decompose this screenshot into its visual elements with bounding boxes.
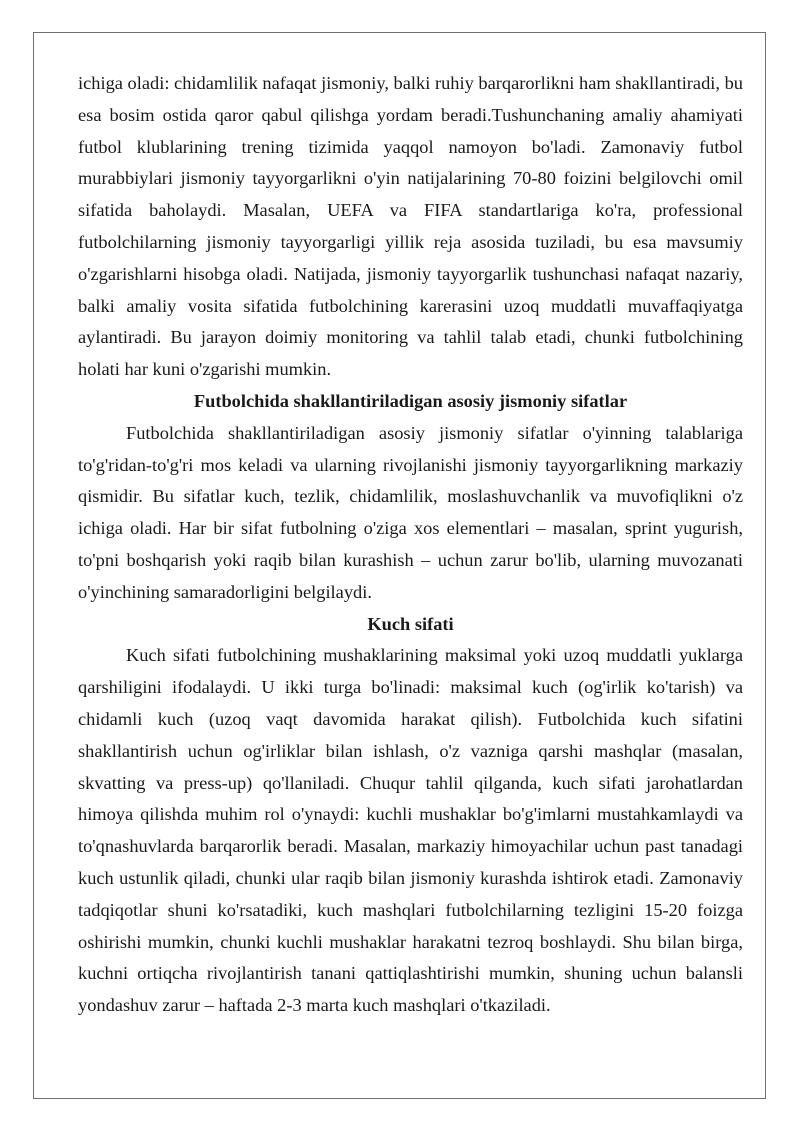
section-heading-physical-qualities: Futbolchida shakllantiriladigan asosiy jismoniy sifatlar	[193, 390, 628, 411]
paragraph-physical-qualities: Futbolchida shakllantiriladigan asosiy jismoniy sifatlar o'yinning talablariga to'g'ridan-to'g'ri mos keladi va ularning rivojlanishi jismoniy tayyorgarlikning markaziy qismidir. Bu sifatlar kuch, tezlik, chidamlilik, moslashuvchanlik va muvofiqlikni o'z ichiga oladi. Har bir sifat futbolning o'ziga xos elementlari – masalan, sprint yugurish, to'pni boshqarish yoki raqib bilan kurashish – uchun zarur bo'lib, ularning muvozanati o'yinchining samaradorligini belgilaydi.	[78, 422, 743, 602]
section-heading-strength: Kuch sifati	[367, 613, 454, 634]
document-body	[78, 68, 743, 1022]
paragraph-continued: ichiga oladi: chidamlilik nafaqat jismoniy, balki ruhiy barqarorlikni ham shakllantiradi, bu esa bosim ostida qaror qabul qilishga yordam beradi.Tushunchaning amaliy ahamiyati futbol klublarining trening tizimida yaqqol namoyon bo'ladi. Zamonaviy futbol murabbiylari jismoniy tayyorgarlikni o'yin natijalarining 70-80 foizini belgilovchi omil sifatida baholaydi. Masalan, UEFA va FIFA standartlariga ko'ra, professional futbolchilarning jismoniy tayyorgarligi yillik reja asosida tuziladi, bu esa mavsumiy o'zgarishlarni hisobga oladi. Natijada, jismoniy tayyorgarlik tushunchasi nafaqat nazariy, balki amaliy vosita sifatida futbolchining karerasini uzoq muddatli muvaffaqiyatga aylantiradi. Bu jarayon doimiy monitoring va tahlil talab etadi, chunki futbolchining holati har kuni o'zgarishi mumkin.	[78, 73, 743, 380]
paragraph-strength: Kuch sifati futbolchining mushaklarining maksimal yoki uzoq muddatli yuklarga qarshiligini ifodalaydi. U ikki turga bo'linadi: maksimal kuch (og'irlik ko'tarish) va chidamli kuch (uzoq vaqt davomida harakat qilish). Futbolchida kuch sifatini shakllantirish uchun og'irliklar bilan ishlash, o'z vazniga qarshi mashqlar (masalan, skvatting va press-up) qo'llaniladi. Chuqur tahlil qilganda, kuch sifati jarohatlardan himoya qilishda muhim rol o'ynaydi: kuchli mushaklar bo'g'imlarni mustahkamlaydi va to'qnashuvlarda barqarorlik beradi. Masalan, markaziy himoyachilar uchun past tanadagi kuch ustunlik qiladi, chunki ular raqib bilan jismoniy kurashda ishtirok etadi. Zamonaviy tadqiqotlar shuni ko'rsatadiki, kuch mashqlari futbolchilarning tezligini 15-20 foizga oshirishi mumkin, chunki kuchli mushaklar harakatni tezroq boshlaydi. Shu bilan birga, kuchni ortiqcha rivojlantirish tanani qattiqlashtirishi mumkin, shuning uchun balansli yondashuv zarur – haftada 2-3 marta kuch mashqlari o'tkaziladi.	[78, 645, 743, 1016]
